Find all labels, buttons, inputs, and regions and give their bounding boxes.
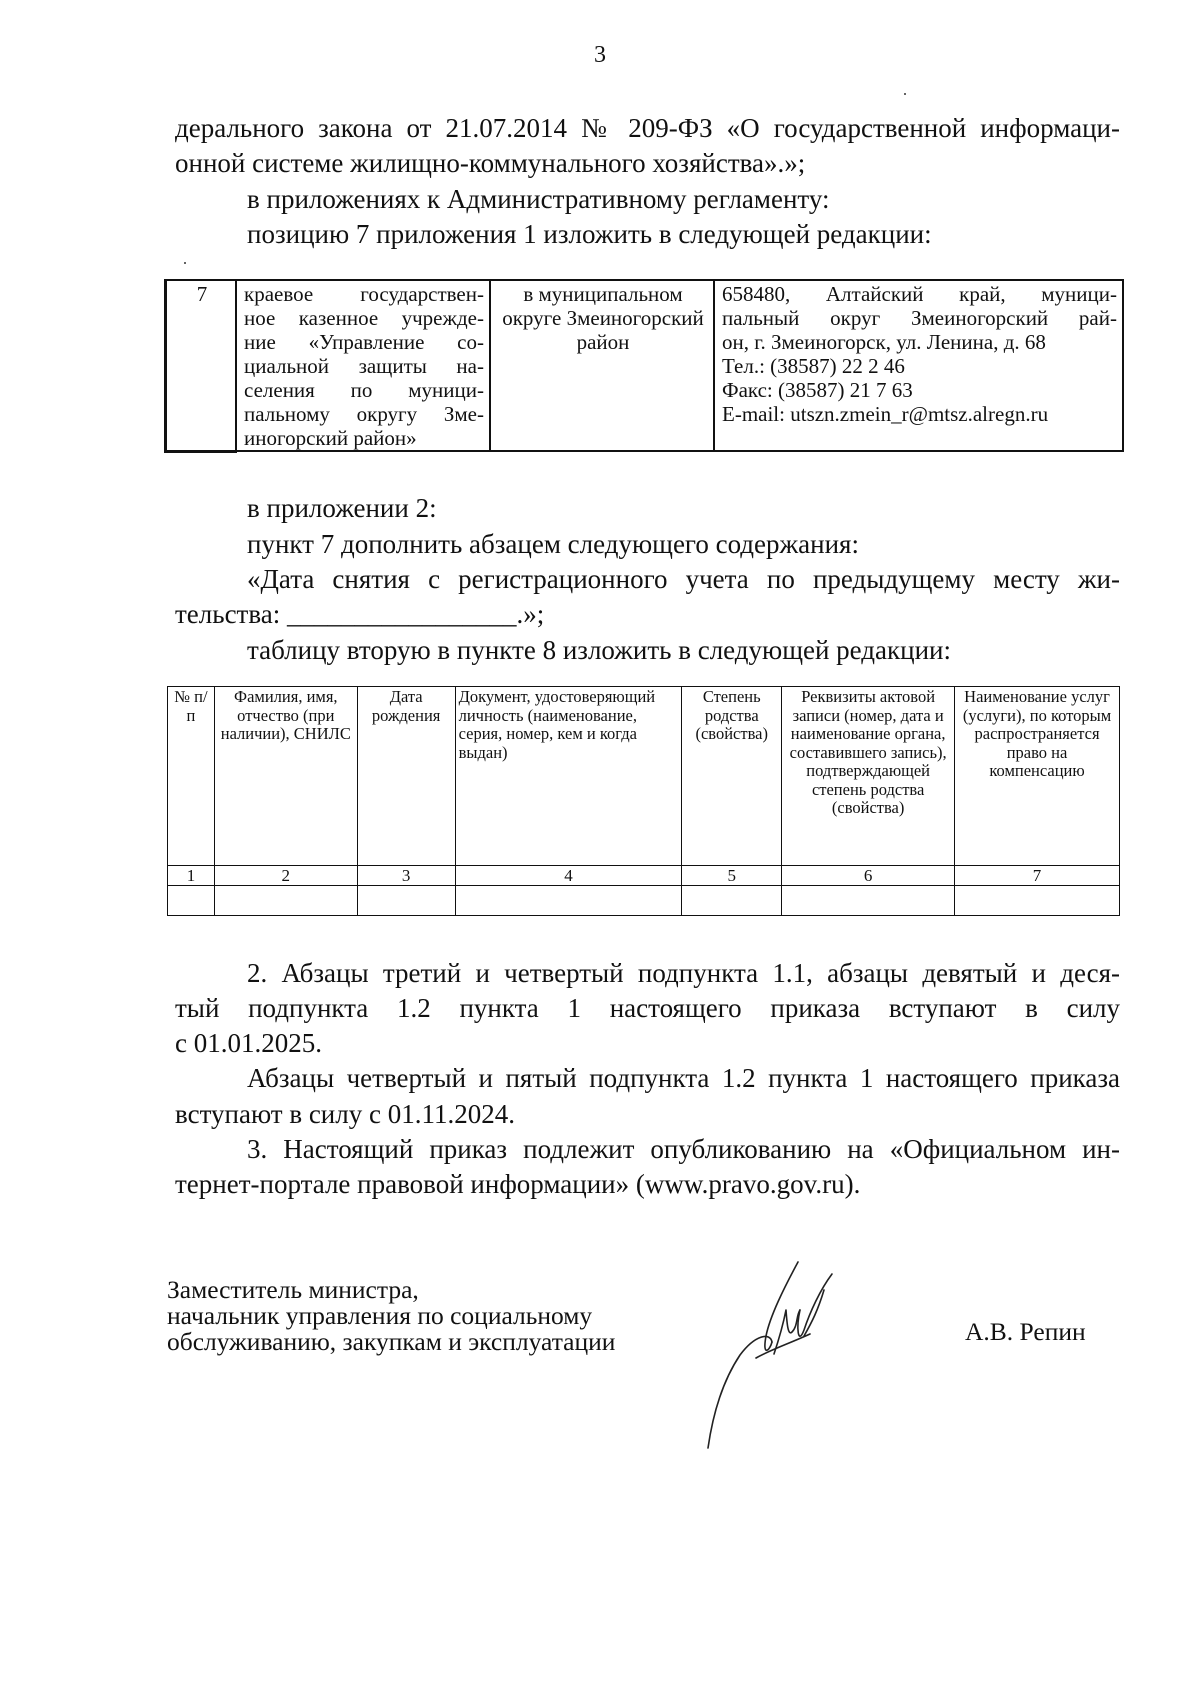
contact-line: Тел.: (38587) 22 2 46: [722, 354, 905, 378]
position-line: начальник управления по социальному: [167, 1301, 593, 1330]
scan-speck: [904, 93, 906, 95]
header-cell: Наименование услуг (услуги), по которым распространяется право на компенсацию: [955, 687, 1120, 866]
contact-line: Факс: (38587) 21 7 63: [722, 378, 913, 402]
table-cell-contacts: [714, 280, 1123, 451]
clause-2-line-3: с 01.01.2025.: [175, 1028, 322, 1058]
quote-line-2: тельства: _________________.»;: [175, 599, 545, 629]
position-line: Заместитель министра,: [167, 1275, 419, 1304]
contact-line: 658480, Алтайский край, муници-: [722, 282, 1117, 306]
intro-line-1: дерального закона от 21.07.2014 № 209-ФЗ «О государственной информаци-: [175, 113, 1120, 143]
contact-line: E-mail: utszn.zmein_r@mtsz.alregn.ru: [722, 402, 1049, 426]
number-cell: 1: [168, 866, 215, 886]
signatory-position: [167, 1277, 615, 1355]
table-row: [166, 280, 1124, 451]
second-table: [167, 686, 1120, 916]
table-empty-row: [168, 886, 1120, 916]
header-cell: № п/п: [168, 687, 215, 866]
header-cell: Дата рождения: [357, 687, 455, 866]
clause-2b-line-1: Абзацы четвертый и пятый подпункта 1.2 пункта 1 настоящего приказа: [247, 1063, 1120, 1093]
point-7-paragraph: пункт 7 дополнить абзацем следующего содержания:: [247, 529, 859, 559]
appendix-2-heading: в приложении 2:: [247, 493, 437, 523]
clause-3-line-1: 3. Настоящий приказ подлежит опубликованию на «Официальном ин-: [247, 1134, 1120, 1164]
org-line: ние «Управление со-: [244, 330, 484, 354]
empty-cell: [455, 886, 682, 916]
empty-cell: [782, 886, 955, 916]
table-cell-organization: [236, 280, 490, 451]
intro-line-2: онной системе жилищно-коммунального хозяйства».»;: [175, 148, 806, 178]
handwritten-signature: [700, 1250, 900, 1450]
position-7-table: [164, 279, 1124, 453]
table-two-paragraph: таблицу вторую в пункте 8 изложить в следующей редакции:: [247, 635, 951, 665]
empty-cell: [955, 886, 1120, 916]
number-cell: 3: [357, 866, 455, 886]
empty-cell: [214, 886, 357, 916]
number-cell: 2: [214, 866, 357, 886]
contact-line: он, г. Змеиногорск, ул. Ленина, д. 68: [722, 330, 1046, 354]
position-line: обслуживанию, закупкам и эксплуатации: [167, 1327, 616, 1356]
header-cell: Реквизиты актовой записи (номер, дата и наименование органа, составившего запись), подтверждающей степень родства (свойства): [782, 687, 955, 866]
intro-paragraph-2: в приложениях к Административному регламенту:: [247, 184, 830, 214]
contact-line: пальный округ Змеиногорский рай-: [722, 306, 1117, 330]
intro-paragraph-3: позицию 7 приложения 1 изложить в следующей редакции:: [247, 219, 932, 249]
number-cell: 5: [682, 866, 782, 886]
number-cell: 4: [455, 866, 682, 886]
page-number: 3: [594, 42, 606, 68]
table-number-row: [168, 866, 1120, 886]
table-cell-area: в муниципальном округе Змеиногорский район: [490, 280, 714, 451]
number-cell: 6: [782, 866, 955, 886]
clause-2b-line-2: вступают в силу с 01.11.2024.: [175, 1099, 515, 1129]
table-cell-number: 7: [166, 280, 237, 451]
org-line: пальному округу Зме-: [244, 402, 484, 426]
org-line: селения по муници-: [244, 378, 484, 402]
empty-cell: [682, 886, 782, 916]
org-line: циальной защиты на-: [244, 354, 484, 378]
header-cell: Документ, удостоверяющий личность (наименование, серия, номер, кем и когда выдан): [455, 687, 682, 866]
empty-cell: [357, 886, 455, 916]
org-line: иногорский район»: [244, 426, 417, 450]
signatory-name: А.В. Репин: [965, 1317, 1086, 1346]
clause-2-line-1: 2. Абзацы третий и четвертый подпункта 1.1, абзацы девятый и деся-: [247, 958, 1120, 988]
quote-line-1: «Дата снятия с регистрационного учета по предыдущему месту жи-: [247, 564, 1120, 594]
table-header-row: [168, 687, 1120, 866]
header-cell: Фамилия, имя, отчество (при наличии), СНИЛС: [214, 687, 357, 866]
org-line: краевое государствен-: [244, 282, 484, 306]
header-cell: Степень родства (свойства): [682, 687, 782, 866]
clause-3-line-2: тернет-портале правовой информации» (www.pravo.gov.ru).: [175, 1169, 861, 1199]
scan-speck: [184, 262, 186, 264]
empty-cell: [168, 886, 215, 916]
number-cell: 7: [955, 866, 1120, 886]
clause-2-line-2: тый подпункта 1.2 пункта 1 настоящего приказа вступают в силу: [175, 993, 1120, 1023]
org-line: ное казенное учрежде-: [244, 306, 484, 330]
